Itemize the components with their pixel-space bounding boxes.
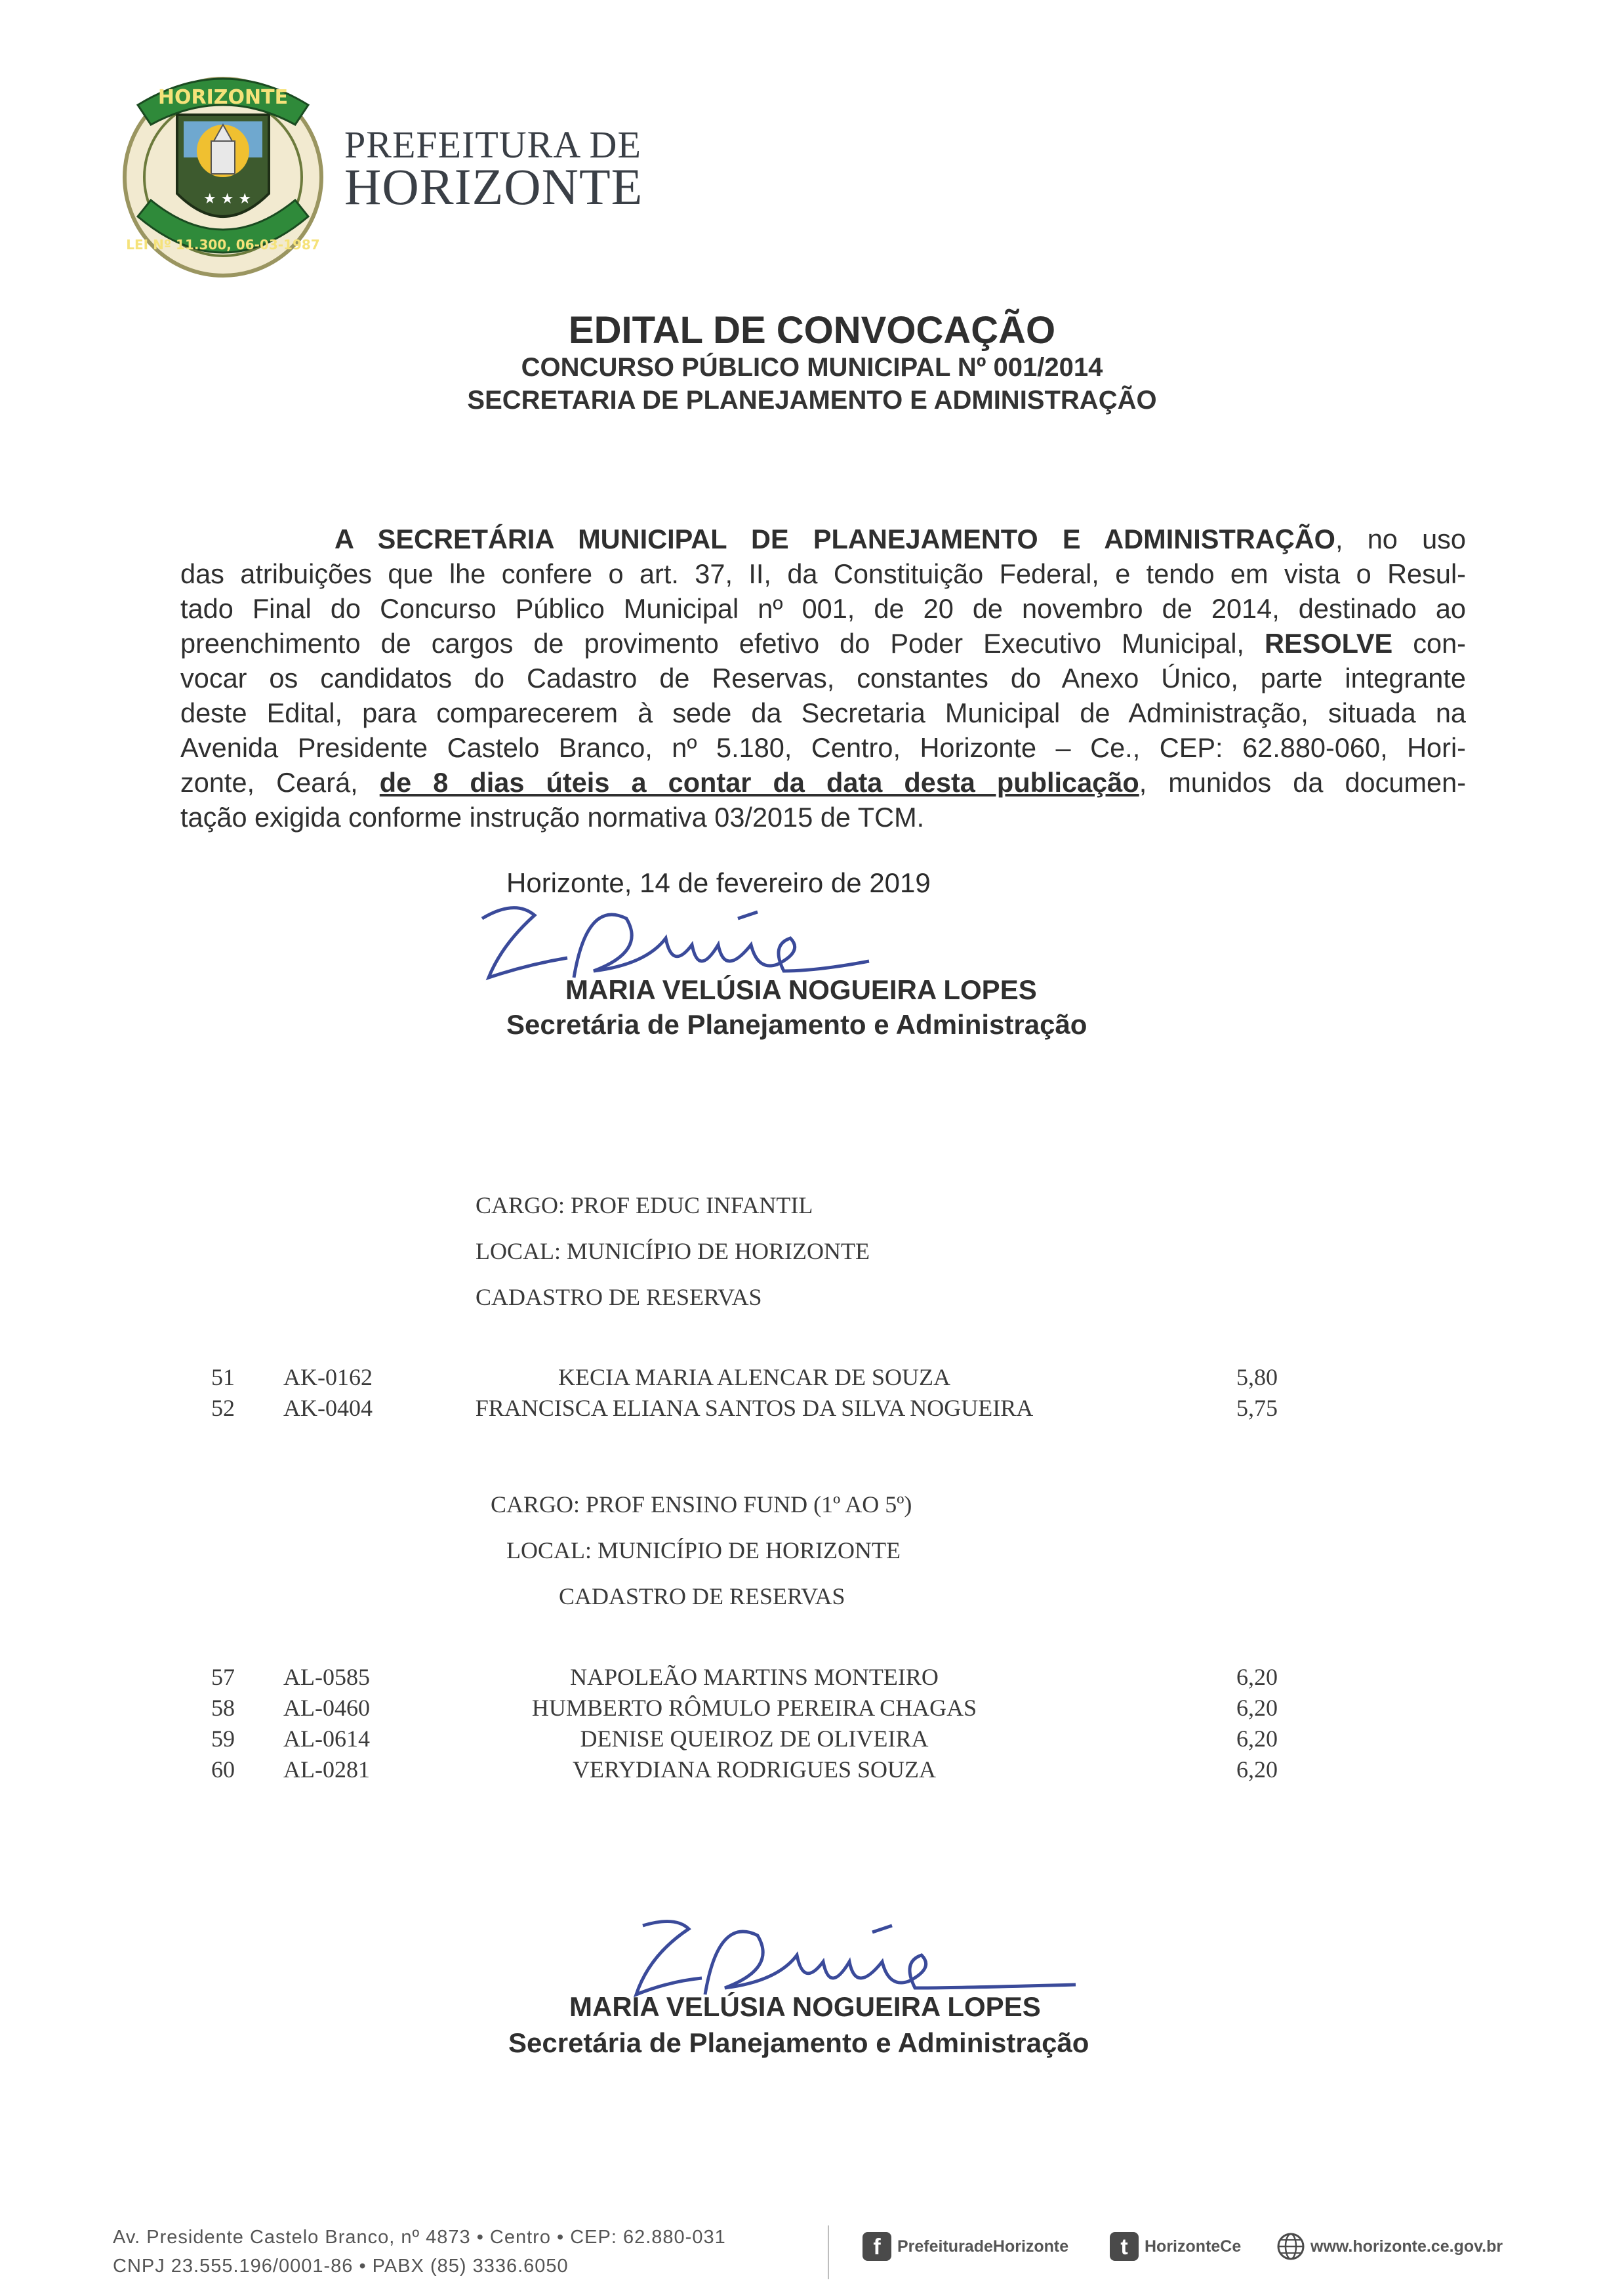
- signatory-role: Secretária de Planejamento e Administração: [506, 1009, 1087, 1040]
- body-line-4a: preenchimento de cargos de provimento efetivo do Poder Executivo Municipal,: [180, 628, 1265, 659]
- footer-website: www.horizonte.ce.gov.br: [1310, 2237, 1503, 2256]
- section-2-cargo: CARGO: PROF ENSINO FUND (1º AO 5º): [491, 1491, 912, 1518]
- table-row: [0, 1694, 1624, 1724]
- section-1-local: LOCAL: MUNICÍPIO DE HORIZONTE: [476, 1238, 870, 1264]
- svg-text:★ ★ ★: ★ ★ ★: [203, 191, 252, 207]
- table-row: [0, 1363, 1624, 1394]
- body-line-6: deste Edital, para comparecerem à sede da Secretaria Municipal de Administração, situada na: [180, 697, 1466, 728]
- facebook-icon: f: [863, 2232, 891, 2261]
- row-code: AK-0162: [283, 1364, 373, 1390]
- row-score: 6,20: [1236, 1695, 1278, 1721]
- row-number: 52: [211, 1395, 235, 1421]
- document-subtitle-2: SECRETARIA DE PLANEJAMENTO E ADMINISTRAÇÃO: [467, 386, 1157, 415]
- row-score: 6,20: [1236, 1664, 1278, 1690]
- document-title: EDITAL DE CONVOCAÇÃO: [568, 309, 1056, 352]
- body-lead-bold: A SECRETÁRIA MUNICIPAL DE PLANEJAMENTO E ADMINISTRAÇÃO: [335, 524, 1335, 554]
- svg-text:LEI Nº 11.300, 06-03-1987: LEI Nº 11.300, 06-03-1987: [126, 237, 320, 253]
- row-score: 6,20: [1236, 1726, 1278, 1752]
- body-line-3: tado Final do Concurso Público Municipal nº 001, de 20 de novembro de 2014, destinado ao: [180, 593, 1466, 624]
- table-row: [0, 1756, 1624, 1786]
- row-score: 5,75: [1236, 1395, 1278, 1421]
- footer-address: [113, 2223, 726, 2281]
- signatory-name: MARIA VELÚSIA NOGUEIRA LOPES: [569, 1991, 1041, 2022]
- row-name: DENISE QUEIROZ DE OLIVEIRA: [580, 1726, 929, 1752]
- body-line-9: tação exigida conforme instrução normativa 03/2015 de TCM.: [180, 802, 925, 833]
- twitter-icon: t: [1110, 2232, 1139, 2261]
- deadline-highlight: de 8 dias úteis a contar da data desta publicação: [379, 767, 1139, 798]
- body-line-8c: , munidos da documen-: [1139, 767, 1467, 798]
- footer-facebook: PrefeituradeHorizonte: [897, 2237, 1069, 2256]
- row-code: AL-0614: [283, 1726, 370, 1752]
- row-score: 6,20: [1236, 1756, 1278, 1783]
- row-number: 60: [211, 1756, 235, 1783]
- row-name: KECIA MARIA ALENCAR DE SOUZA: [558, 1364, 951, 1390]
- body-line-8: [180, 765, 1466, 800]
- row-number: 57: [211, 1664, 235, 1690]
- row-code: AL-0585: [283, 1664, 370, 1690]
- body-line-4c: con-: [1392, 628, 1466, 659]
- footer-address-line2: CNPJ 23.555.196/0001-86 • PABX (85) 3336.6050: [113, 2256, 569, 2277]
- row-number: 58: [211, 1695, 235, 1721]
- body-line-5: vocar os candidatos do Cadastro de Reservas, constantes do Anexo Único, parte integrante: [180, 663, 1466, 693]
- body-line-7: Avenida Presidente Castelo Branco, nº 5.180, Centro, Horizonte – Ce., CEP: 62.880-060, Hori-: [180, 732, 1466, 763]
- document-subtitle-1: CONCURSO PÚBLICO MUNICIPAL Nº 001/2014: [521, 353, 1103, 382]
- org-name-line1: PREFEITURA DE: [344, 123, 641, 166]
- row-number: 51: [211, 1364, 235, 1390]
- body-lead-rest: , no uso: [1335, 524, 1466, 554]
- footer-divider: [828, 2225, 829, 2279]
- row-code: AL-0460: [283, 1695, 370, 1721]
- body-line-1: [335, 522, 1466, 556]
- table-row: [0, 1394, 1624, 1424]
- svg-text:HORIZONTE: HORIZONTE: [157, 86, 289, 109]
- body-line-2: das atribuições que lhe confere o art. 37, II, da Constituição Federal, e tendo em vista o Resul-: [180, 558, 1466, 589]
- body-line-8a: zonte, Ceará,: [180, 767, 380, 798]
- row-name: FRANCISCA ELIANA SANTOS DA SILVA NOGUEIRA: [475, 1395, 1034, 1421]
- signatory-role: Secretária de Planejamento e Administração: [508, 2027, 1089, 2058]
- section-1-cargo: CARGO: PROF EDUC INFANTIL: [476, 1192, 813, 1218]
- section-2-local: LOCAL: MUNICÍPIO DE HORIZONTE: [506, 1537, 901, 1563]
- row-score: 5,80: [1236, 1364, 1278, 1390]
- section-1-cadastro: CADASTRO DE RESERVAS: [476, 1284, 762, 1310]
- row-number: 59: [211, 1726, 235, 1752]
- footer-address-line1: Av. Presidente Castelo Branco, nº 4873 • Centro • CEP: 62.880-031: [113, 2227, 726, 2248]
- place-and-date: Horizonte, 14 de fevereiro de 2019: [506, 867, 931, 898]
- section-2-cadastro: CADASTRO DE RESERVAS: [559, 1583, 845, 1609]
- globe-icon: [1276, 2232, 1305, 2261]
- resolve-word: RESOLVE: [1264, 628, 1393, 659]
- footer-twitter: HorizonteCe: [1145, 2237, 1242, 2256]
- row-code: AK-0404: [283, 1395, 373, 1421]
- row-code: AL-0281: [283, 1756, 370, 1783]
- municipal-seal-logo: [98, 52, 348, 282]
- row-name: VERYDIANA RODRIGUES SOUZA: [572, 1756, 937, 1783]
- org-name-line2: HORIZONTE: [344, 158, 643, 215]
- row-name: NAPOLEÃO MARTINS MONTEIRO: [570, 1664, 939, 1690]
- table-row: [0, 1725, 1624, 1755]
- signatory-name: MARIA VELÚSIA NOGUEIRA LOPES: [565, 974, 1037, 1005]
- table-row: [0, 1663, 1624, 1693]
- body-line-4: [180, 626, 1466, 661]
- row-name: HUMBERTO RÔMULO PEREIRA CHAGAS: [531, 1695, 977, 1721]
